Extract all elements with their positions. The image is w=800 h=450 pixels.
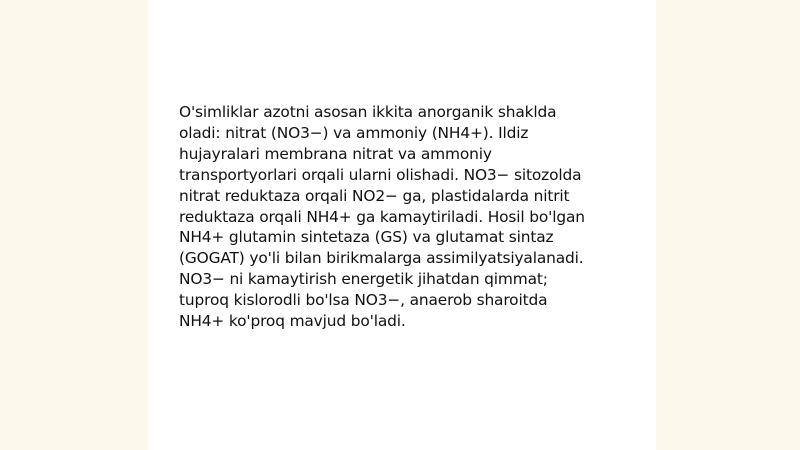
body-paragraph [179, 102, 639, 332]
document-page [148, 0, 656, 450]
paragraph-line: reduktaza orqali NH4+ ga kamaytiriladi. Hosil bo'lgan [179, 207, 585, 226]
paragraph-line: nitrat reduktaza orqali NO2− ga, plastidalarda nitrit [179, 186, 570, 205]
paragraph-line: transportyorlari orqali ularni olishadi. NO3− sitozolda [179, 165, 582, 184]
paragraph-line: oladi: nitrat (NO3−) va ammoniy (NH4+). Ildiz [179, 123, 529, 142]
paragraph-line: hujayralari membrana nitrat va ammoniy [179, 144, 492, 163]
paragraph-line: tuproq kislorodli bo'lsa NO3−, anaerob sharoitda [179, 291, 548, 310]
paragraph-line: (GOGAT) yo'li bilan birikmalarga assimilyatsiyalanadi. [179, 249, 584, 268]
paragraph-line: O'simliklar azotni asosan ikkita anorganik shaklda [179, 103, 557, 121]
paragraph-line: NH4+ ko'proq mavjud bo'ladi. [179, 312, 406, 331]
paragraph-line: NH4+ glutamin sintetaza (GS) va glutamat sintaz [179, 228, 554, 247]
paragraph-line: NO3− ni kamaytirish energetik jihatdan qimmat; [179, 270, 548, 289]
